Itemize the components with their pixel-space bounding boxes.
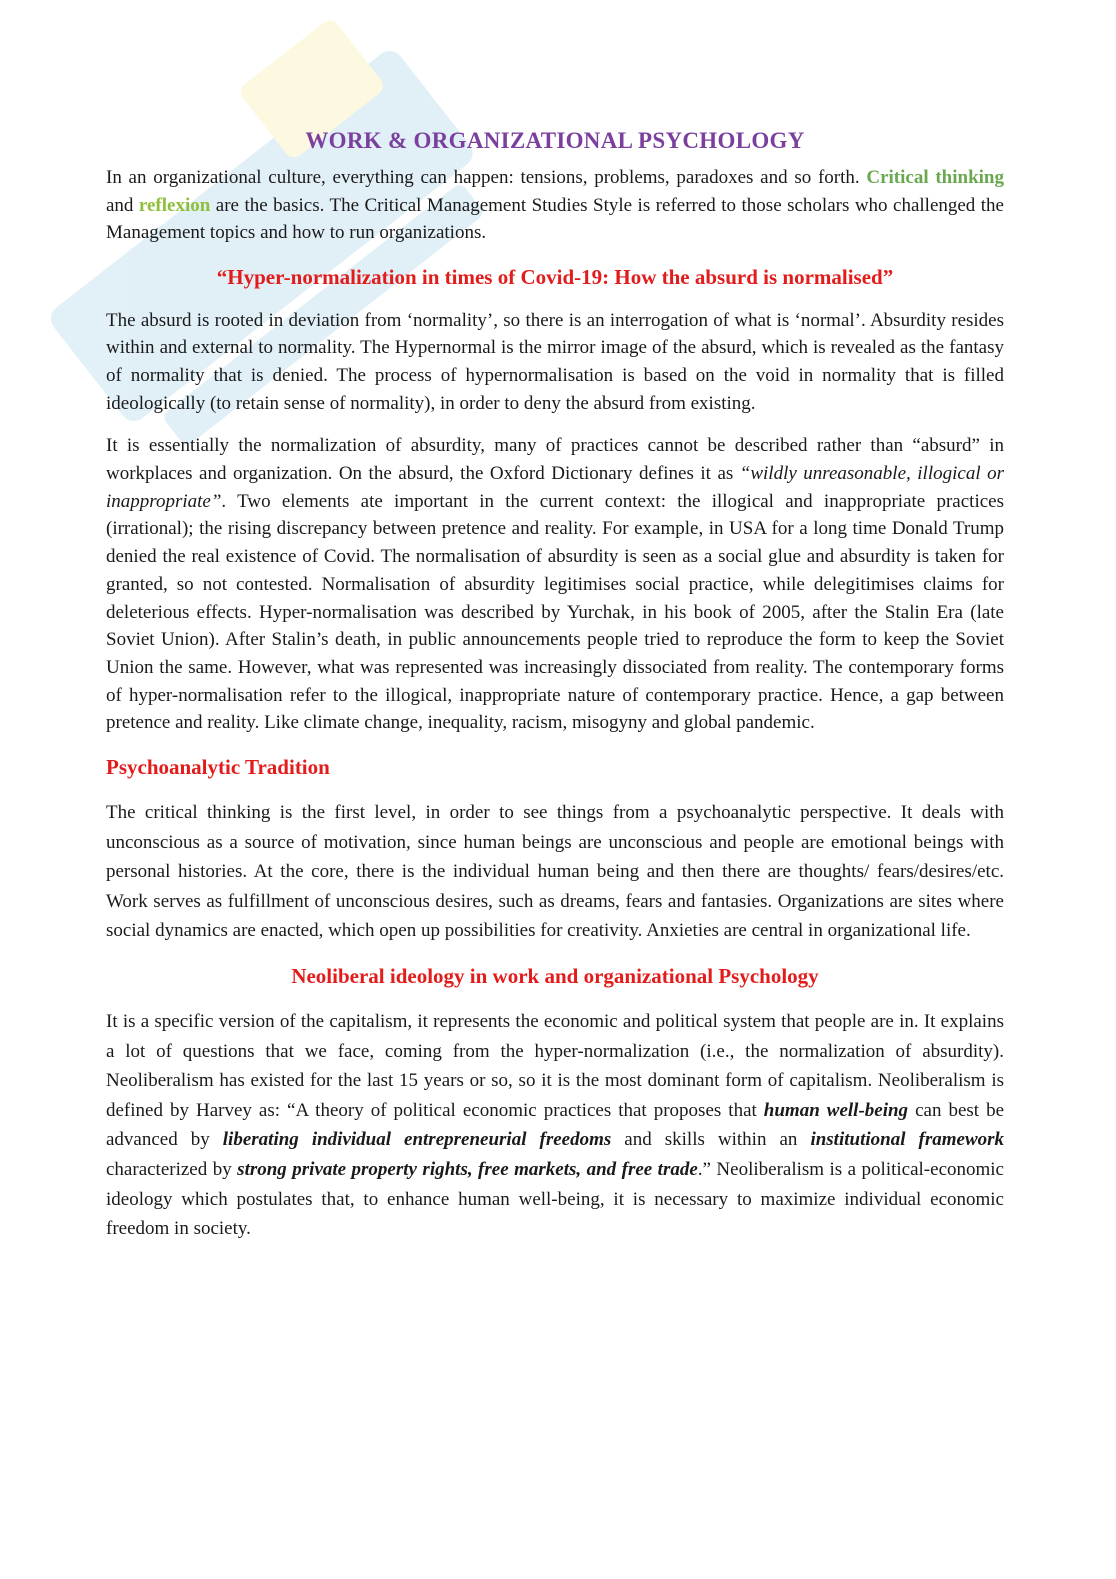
section-neoliberal-body — [106, 1007, 1004, 1244]
section3-text-3: and skills within an — [611, 1129, 811, 1151]
emphasis-liberating-freedoms: liberating individual entrepreneurial freedoms — [222, 1129, 612, 1151]
emphasis-institutional-framework: institutional framework — [810, 1129, 1005, 1151]
intro-text-3: are the basics. The Critical Management Studies Style is referred to those scholars who challenged the Management topics and how to run organizations. — [106, 194, 1004, 243]
section3-text-1: It is a specific version of the capitalism, it represents the economic and political system that people are in. It explains a lot of questions that we face, coming from the hyper-normalization (i.e., the normalization of absurdity). Neoliberalism has existed for the last 15 years or so, so it is the most dominant form of capitalism. Neoliberalism is defined by Harvey as: “A theory of political economic practices that proposes that — [106, 1011, 1004, 1121]
section3-paragraph-1 — [106, 1007, 1004, 1244]
section2-paragraph-1: The critical thinking is the first level, in order to see things from a psychoanalytic perspective. It deals with unconscious as a source of motivation, since human beings are unconscious and people are emotional beings with personal histories. At the core, there is the individual human being and then there are thoughts/ fears/desires/etc. Work serves as fulfillment of unconscious desires, such as dreams, fears and fantasies. Organizations are sites where social dynamics are enacted, which open up possibilities for creativity. Anxieties are central in organizational life. — [106, 802, 1004, 942]
critical-thinking-highlight: Critical thinking — [866, 167, 1004, 188]
section-heading-psychoanalytic: Psychoanalytic Tradition — [106, 755, 330, 780]
oxford-definition-quote: “wildly unreasonable, illogical or inappropriate” — [106, 463, 1004, 512]
section1-paragraph-1: The absurd is rooted in deviation from ‘normality’, so there is an interrogation of what is ‘normal’. Absurdity resides within and external to normality. The Hypernormal is the mirror image of the absurd, which is revealed as the fantasy of normality that is denied. The process of hypernormalisation is based on the void in normality that is filled ideologically (to retain sense of normality), in order to deny the absurd from existing. — [106, 309, 1004, 414]
section3-text-2: can best be advanced by — [106, 1099, 1005, 1151]
section-heading-hypernormalization: “Hyper-normalization in times of Covid-19: How the absurd is normalised” — [216, 264, 894, 289]
intro-paragraph — [106, 164, 1004, 247]
page-title: WORK & ORGANIZATIONAL PSYCHOLOGY — [305, 128, 805, 153]
emphasis-property-rights: strong private property rights, free markets, and free trade — [237, 1158, 698, 1180]
section3-text-5: .” Neoliberalism is a political-economic ideology which postulates that, to enhance human well-being, it is necessary to maximize individual economic freedom in society. — [106, 1158, 1004, 1240]
section3-text-4: characterized by — [106, 1158, 238, 1180]
section1-paragraph-2 — [106, 432, 1004, 737]
document-body — [106, 128, 1004, 1244]
emphasis-human-well-being: human well-being — [763, 1099, 909, 1121]
section1-p2-text-a: It is essentially the normalization of absurdity, many of practices cannot be described rather than “absurd” in workplaces and organization. On the absurd, the Oxford Dictionary defines it as — [106, 435, 1004, 485]
intro-text-2: and — [106, 194, 139, 216]
section-heading-neoliberal: Neoliberal ideology in work and organizational Psychology — [291, 964, 819, 989]
section1-p2-text-b: . Two elements ate important in the current context: the illogical and inappropriate practices (irrational); the rising discrepancy between pretence and reality. For example, in USA for a long time Donald Trump denied the real existence of Covid. The normalisation of absurdity is seen as a social glue and absurdity is taken for granted, so not contested. Normalisation of absurdity legitimises social practice, while delegitimises claims for deleterious effects. Hyper-normalisation was described by Yurchak, in his book of 2005, after the Stalin Era (late Soviet Union). After Stalin’s death, in public announcements people tried to reproduce the form to keep the Soviet Union the same. However, what was represented was increasingly dissociated from reality. The contemporary forms of hyper-normalisation refer to the illogical, inappropriate nature of contemporary practice. Hence, a gap between pretence and reality. Like climate change, inequality, racism, misogyny and global pandemic. — [106, 490, 1004, 734]
intro-text-1: In an organizational culture, everything can happen: tensions, problems, paradoxes and so forth. — [106, 167, 867, 188]
section-psychoanalytic-body — [106, 798, 1004, 946]
reflexion-highlight: reflexion — [138, 194, 211, 216]
